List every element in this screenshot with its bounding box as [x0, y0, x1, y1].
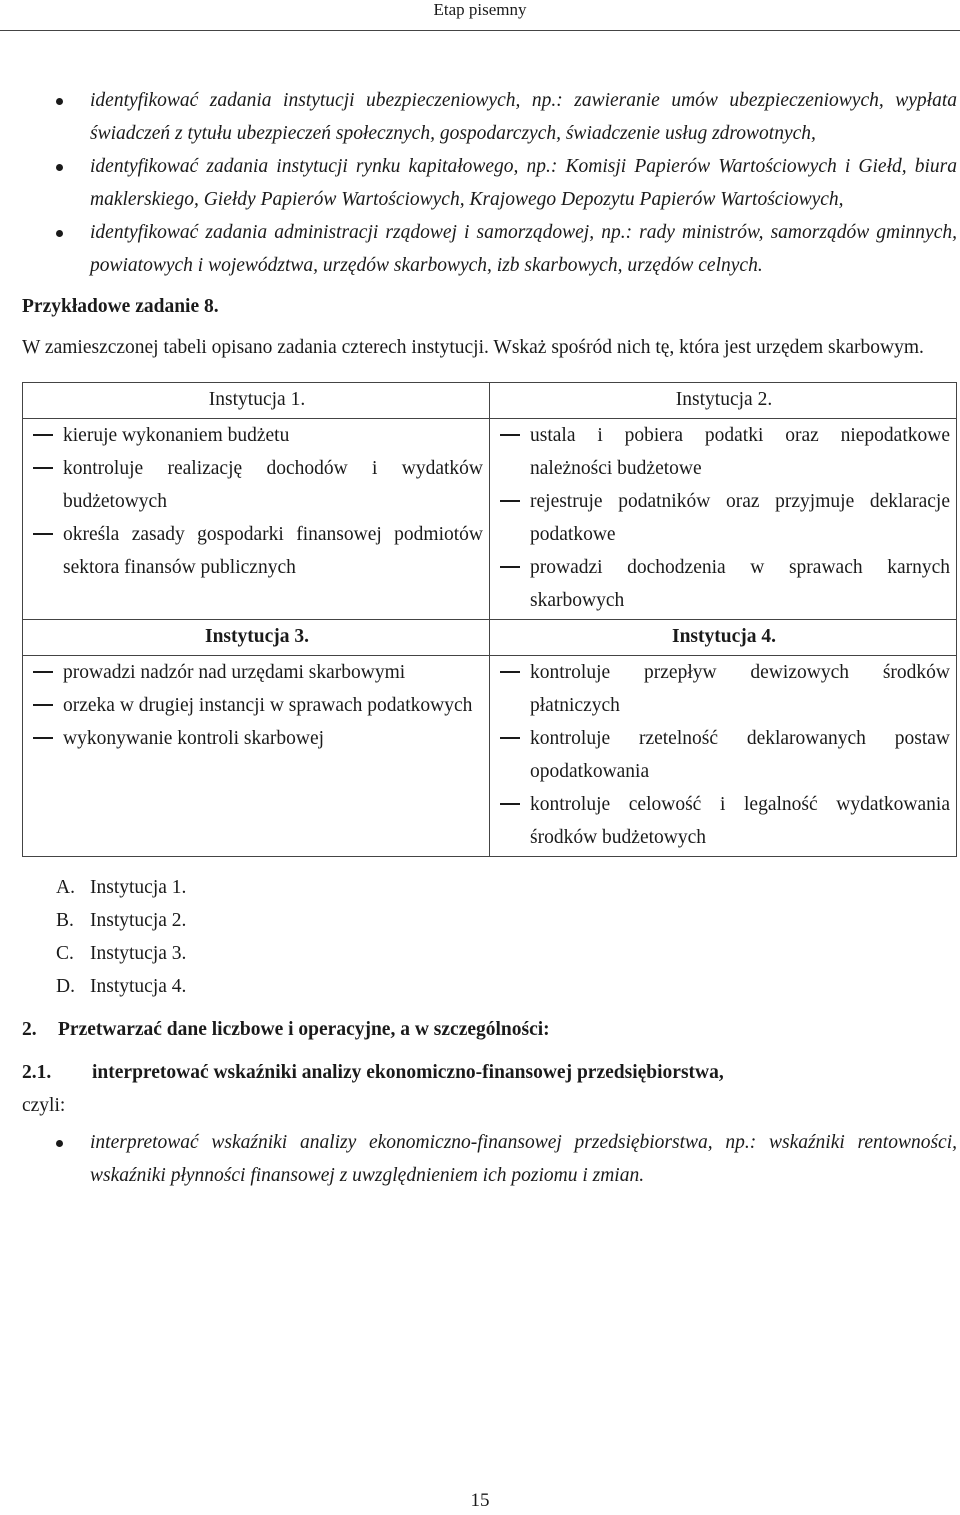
answer-option: D. Instytucja 4.	[56, 976, 187, 997]
bullet-text: identyfikować zadania instytucji rynku kapitałowego, np.: Komisji Papierów Wartościowych i Giełd, biura maklerskiego, Giełdy Papierów Wartościowych, Krajowego Depozytu Papierów Wartościowych,	[90, 156, 957, 210]
answer-option: C. Instytucja 3.	[56, 943, 187, 964]
task-item: kieruje wykonaniem budżetu	[31, 419, 483, 452]
dash-icon	[33, 737, 53, 739]
bullet-item	[22, 1126, 957, 1192]
task-item: określa zasady gospodarki finansowej podmiotów sektora finansów publicznych	[31, 518, 483, 584]
bullet-item	[22, 216, 957, 282]
answer-option: B. Instytucja 2.	[56, 910, 187, 931]
dash-icon	[500, 500, 520, 502]
bullet-text: identyfikować zadania administracji rządowej i samorządowej, np.: rady ministrów, samorządów gminnych, powiatowych i województwa, urzędów skarbowych, izb skarbowych, urzędów celnych.	[90, 222, 957, 276]
dash-icon	[33, 671, 53, 673]
dash-icon	[500, 737, 520, 739]
dash-icon	[500, 671, 520, 673]
task-item: prowadzi dochodzenia w sprawach karnych skarbowych	[498, 551, 950, 617]
bullet-dot-icon	[56, 1140, 63, 1147]
bullet-item	[22, 150, 957, 216]
task-item: kontroluje przepływ dewizowych środków płatniczych	[498, 656, 950, 722]
answer-option: A. Instytucja 1.	[56, 877, 187, 898]
page-number: 15	[470, 1490, 490, 1511]
institution-2-title: Instytucja 2.	[490, 383, 957, 419]
task-title: Przykładowe zadanie 8.	[22, 296, 219, 317]
bullet-dot-icon	[56, 98, 63, 105]
institutions-table	[22, 382, 957, 857]
institution-3-cell	[23, 656, 490, 857]
czyli-label: czyli:	[22, 1095, 66, 1116]
task-item: ustala i pobiera podatki oraz niepodatkowe należności budżetowe	[498, 419, 950, 485]
dash-icon	[33, 467, 53, 469]
bullet-dot-icon	[56, 230, 63, 237]
section-number: 2.1.	[22, 1062, 52, 1083]
section-2-1-heading	[22, 1056, 957, 1089]
bottom-bullet-list	[22, 1126, 957, 1192]
institution-4-title: Instytucja 4.	[490, 620, 957, 656]
dash-icon	[33, 533, 53, 535]
page-content	[22, 84, 957, 1192]
institution-2-cell	[490, 419, 957, 620]
section-number: 2.	[22, 1019, 37, 1040]
section-title: Przetwarzać dane liczbowe i operacyjne, a w szczególności:	[58, 1019, 550, 1040]
task-item: kontroluje celowość i legalność wydatkowania środków budżetowych	[498, 788, 950, 854]
task-intro: W zamieszczonej tabeli opisano zadania czterech instytucji. Wskaż spośród nich tę, która jest urzędem skarbowym.	[22, 337, 924, 358]
dash-icon	[33, 704, 53, 706]
task-item: orzeka w drugiej instancji w sprawach podatkowych	[31, 689, 483, 722]
task-item: kontroluje rzetelność deklarowanych postaw opodatkowania	[498, 722, 950, 788]
running-header: Etap pisemny	[433, 0, 527, 19]
bullet-item	[22, 84, 957, 150]
section-title: interpretować wskaźniki analizy ekonomiczno-finansowej przedsiębiorstwa,	[92, 1062, 724, 1083]
institution-4-cell	[490, 656, 957, 857]
dash-icon	[500, 566, 520, 568]
dash-icon	[33, 434, 53, 436]
bullet-dot-icon	[56, 164, 63, 171]
bullet-text: interpretować wskaźniki analizy ekonomiczno-finansowej przedsiębiorstwa, np.: wskaźniki rentowności, wskaźniki płynności finansowej z uwzględnieniem ich poziomu i zmian.	[90, 1132, 957, 1186]
top-bullet-list	[22, 84, 957, 282]
task-item: rejestruje podatników oraz przyjmuje deklaracje podatkowe	[498, 485, 950, 551]
institution-1-cell	[23, 419, 490, 620]
dash-icon	[500, 434, 520, 436]
dash-icon	[500, 803, 520, 805]
answer-options	[22, 871, 957, 1003]
institution-1-title: Instytucja 1.	[23, 383, 490, 419]
bullet-text: identyfikować zadania instytucji ubezpieczeniowych, np.: zawieranie umów ubezpieczeniowych, wypłata świadczeń z tytułu ubezpieczeń społecznych, gospodarczych, świadczenie usług zdrowotnych,	[90, 90, 957, 144]
institution-3-title: Instytucja 3.	[23, 620, 490, 656]
header-divider	[0, 30, 960, 31]
task-item: kontroluje realizację dochodów i wydatków budżetowych	[31, 452, 483, 518]
task-item: wykonywanie kontroli skarbowej	[31, 722, 483, 755]
task-item: prowadzi nadzór nad urzędami skarbowymi	[31, 656, 483, 689]
section-2-heading	[22, 1013, 957, 1046]
